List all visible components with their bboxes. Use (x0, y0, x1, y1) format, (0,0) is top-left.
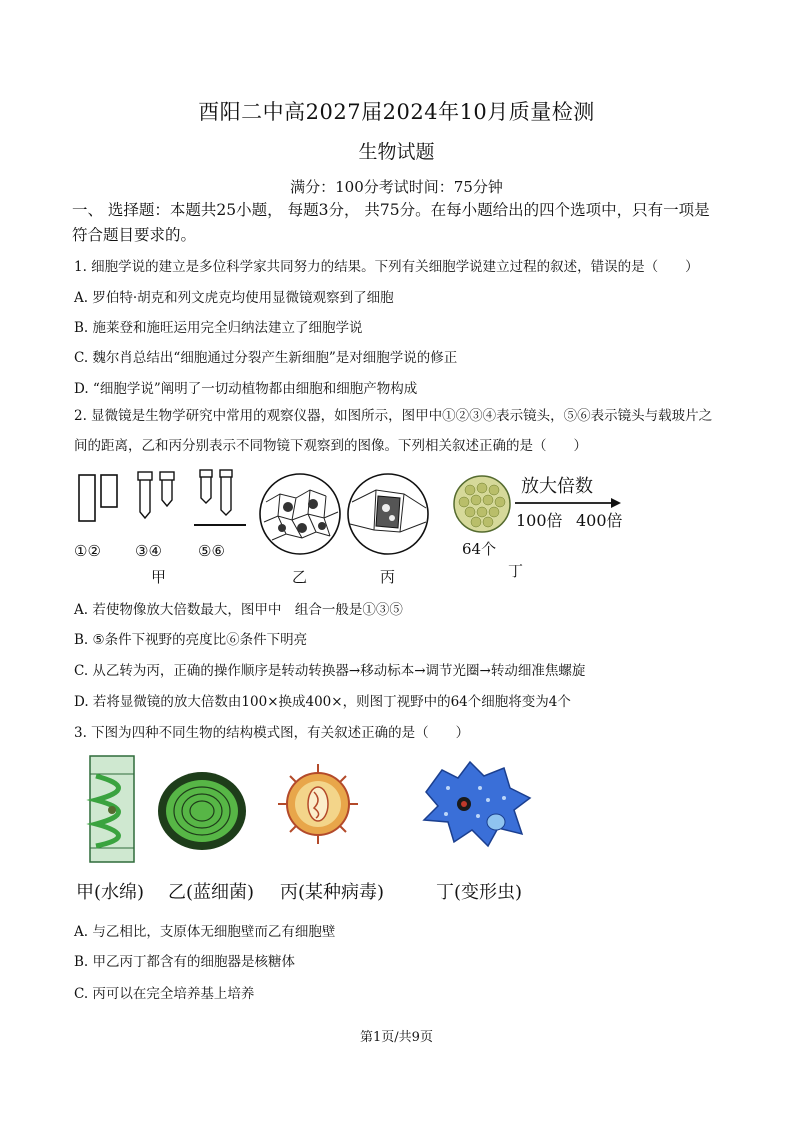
view-ding-cells-icon (452, 474, 512, 534)
organism-label-bing: 丙(某种病毒) (280, 882, 385, 903)
figure-label-yi: 乙 (292, 568, 308, 586)
question-2-option-a: A. 若使物像放大倍数最大，图甲中 组合一般是①③⑤ (74, 602, 403, 618)
amoeba-icon (418, 758, 536, 850)
objective-lenses-icon (136, 470, 180, 528)
lens-slide-distance-icon (194, 468, 250, 528)
eyepiece-lenses-icon (76, 472, 122, 524)
question-3-option-c: C. 丙可以在完全培养基上培养 (74, 986, 255, 1002)
question-3-option-a: A. 与乙相比，支原体无细胞壁而乙有细胞壁 (74, 924, 336, 940)
lens-label-3-4: ③④ (135, 542, 162, 560)
question-1-stem: 1. 细胞学说的建立是多位科学家共同努力的结果。下列有关细胞学说建立过程的叙述，错误的是（ ） (74, 259, 699, 275)
figure-label-jia: 甲 (151, 568, 167, 586)
cyanobacteria-icon (156, 770, 248, 852)
magnification-high: 400倍 (576, 511, 623, 530)
section-instructions: 一、 选择题：本题共25小题， 每题3分， 共75分。在每小题给出的四个选项中，只有一项是符合题目要求的。 (72, 201, 710, 244)
question-1-option-d: D. “细胞学说”阐明了一切动植物都由细胞和细胞产物构成 (74, 381, 418, 397)
lens-label-1-2: ①② (74, 542, 101, 560)
figure-label-ding: 丁 (508, 562, 524, 580)
magnification-label: 放大倍数 (521, 476, 593, 497)
microscope-figure (70, 462, 630, 587)
lens-label-5-6: ⑤⑥ (198, 542, 225, 560)
question-2-stem: 2. 显微镜是生物学研究中常用的观察仪器，如图所示，图甲中①②③④表示镜头，⑤⑥表示镜头与载玻片之间的距离，乙和丙分别表示不同物镜下观察到的图像。下列相关叙述正确的是（ ） (74, 408, 713, 454)
score-time-line: 满分：100分考试时间：75分钟 (290, 178, 503, 196)
organism-label-ding: 丁(变形虫) (436, 882, 523, 903)
question-1-option-a: A. 罗伯特·胡克和列文虎克均使用显微镜观察到了细胞 (74, 290, 394, 306)
view-bing-cells-icon (346, 472, 430, 556)
virus-icon (276, 762, 360, 846)
question-1-option-c: C. 魏尔肖总结出“细胞通过分裂产生新细胞”是对细胞学说的修正 (74, 350, 458, 366)
organism-label-jia: 甲(水绵) (76, 882, 145, 903)
magnification-low: 100倍 (516, 511, 563, 530)
figure-label-bing: 丙 (380, 568, 396, 586)
question-3-option-b: B. 甲乙丙丁都含有的细胞器是核糖体 (74, 954, 296, 970)
exam-title: 酉阳二中高2027届2024年10月质量检测 (198, 100, 595, 124)
question-2-option-d: D. 若将显微镜的放大倍数由100×换成400×，则图丁视野中的64个细胞将变为4个 (74, 694, 571, 710)
spirogyra-icon (86, 754, 138, 866)
page-number: 第1页/共9页 (360, 1030, 433, 1045)
question-1-option-b: B. 施莱登和施旺运用完全归纳法建立了细胞学说 (74, 320, 363, 336)
cell-count-label: 64个 (462, 540, 497, 558)
view-yi-cells-icon (258, 472, 342, 556)
question-2-option-c: C. 从乙转为丙，正确的操作顺序是转动转换器→移动标本→调节光圈→转动细准焦螺旋 (74, 663, 586, 679)
exam-subtitle: 生物试题 (358, 141, 435, 163)
organism-label-yi: 乙(蓝细菌) (168, 882, 255, 903)
organisms-figure (74, 750, 554, 910)
question-2-option-b: B. ⑤条件下视野的亮度比⑥条件下明亮 (74, 632, 308, 648)
question-3-stem: 3. 下图为四种不同生物的结构模式图，有关叙述正确的是（ ） (74, 725, 470, 741)
